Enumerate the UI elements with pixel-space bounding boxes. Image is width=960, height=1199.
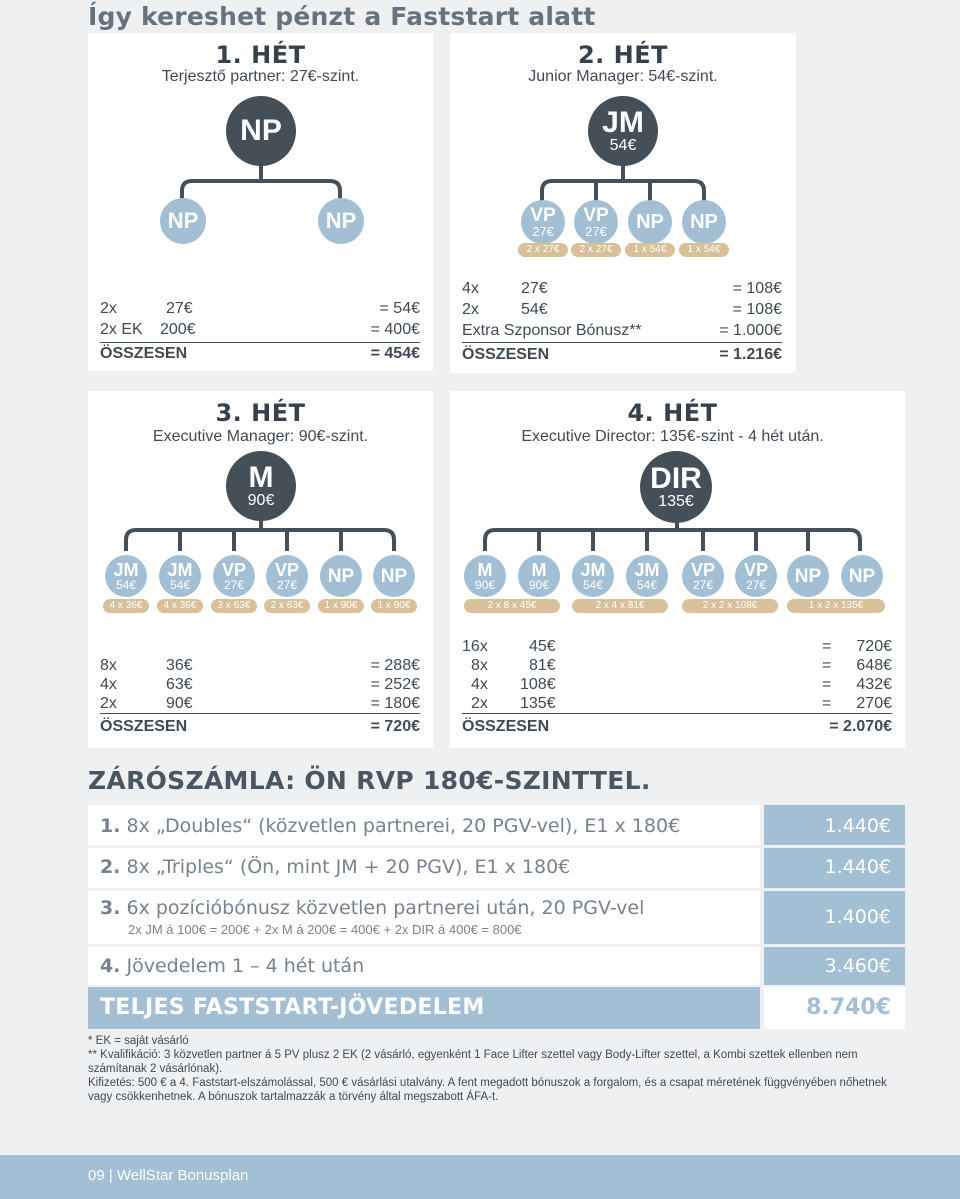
calc-row: 4x 63€ = 252€ (100, 676, 420, 693)
invoice-row-text: Jövedelem 1 – 4 hét után (126, 955, 365, 977)
calc-rule (100, 342, 420, 343)
week-3-title: 3. HÉT (215, 399, 306, 427)
week-4-child-node: JM 54€ (626, 555, 668, 597)
invoice-row-number: 4. (100, 955, 121, 977)
calc-rule (462, 713, 892, 714)
week-4-child-node: JM 54€ (572, 555, 614, 597)
invoice-row-amount: 1.440€ (824, 815, 891, 837)
calc-total-row: ÖSSZESEN = 1.216€ (462, 346, 782, 363)
calc-total-row: ÖSSZESEN = 720€ (100, 718, 420, 735)
week-4-title: 4. HÉT (627, 399, 718, 427)
week-4-subtitle: Executive Director: 135€-szint - 4 hét után. (521, 428, 824, 445)
week-4-child-node: VP 27€ (735, 555, 777, 597)
week-4-child-node: NP (841, 555, 883, 597)
week-2-calculation (462, 279, 782, 369)
week-2-badge: 2 x 27€ (518, 243, 568, 257)
week-4-top-node: DIR 135€ (640, 451, 712, 523)
week-2-top-node: JM 54€ (588, 96, 658, 166)
invoice-row (88, 891, 905, 944)
week-4-badge: 2 x 4 x 81€ (572, 599, 668, 613)
page-title: Így kereshet pénzt a Faststart alatt (88, 2, 596, 31)
week-2-badge: 1 x 54€ (679, 243, 729, 257)
calc-row: 2x 27€ = 54€ (100, 300, 420, 317)
week-3-calculation (100, 656, 420, 746)
calc-row: 2x 135€ = 270€ (471, 695, 892, 712)
footer-text: 09 | WellStar Bonusplan (88, 1167, 249, 1184)
week-2-child-node: NP (682, 200, 726, 244)
week-2-subtitle: Junior Manager: 54€-szint. (528, 68, 718, 85)
week-3-badge: 1 x 90€ (371, 599, 417, 613)
invoice-row-amount: 1.400€ (824, 906, 891, 928)
invoice-row (88, 947, 905, 985)
week-1-child-node: NP (160, 198, 206, 244)
invoice-total-label: TELJES FASTSTART-JÖVEDELEM (100, 995, 485, 1020)
week-4-child-node: M 90€ (464, 555, 506, 597)
invoice-row-number: 2. (100, 856, 121, 878)
week-3-badge: 4 x 36€ (103, 599, 149, 613)
calc-row: 2x 54€ = 108€ (462, 301, 782, 318)
week-2-badge: 2 x 27€ (571, 243, 621, 257)
calc-total-row: ÖSSZESEN = 454€ (100, 345, 420, 362)
week-4-child-node: VP 27€ (682, 555, 724, 597)
page-footer (0, 1155, 960, 1199)
week-1-subtitle: Terjesztő partner: 27€-szint. (161, 68, 360, 85)
week-1-child-node: NP (318, 198, 364, 244)
week-4-calculation (462, 637, 892, 742)
week-2-badge: 1 x 54€ (625, 243, 675, 257)
week-3-badge: 4 x 36€ (157, 599, 203, 613)
week-3-child-node: JM 54€ (105, 555, 147, 597)
week-2-title: 2. HÉT (577, 41, 669, 69)
invoice-row-text: 8x „Doubles“ (közvetlen partnerei, 20 PGV-vel), E1 x 180€ (126, 815, 681, 837)
week-1-title: 1. HÉT (215, 41, 306, 69)
invoice-row-text: 8x „Triples“ (Ön, mint JM + 20 PGV), E1 x 180€ (126, 856, 571, 878)
invoice-total-row (88, 987, 905, 1029)
footnote: Kifizetés: 500 € a 4. Faststart-elszámolással, 500 € vásárlási utalvány. A fent megadott bónuszok a forgalom, és a csapat méretének függvényében nőhetnek vagy csökkenhetnek. A bónuszok tartalmazzák a törvény által megszabott ÁFA-t. (88, 1077, 887, 1103)
week-3-child-node: VP 27€ (213, 555, 255, 597)
calc-total-row: ÖSSZESEN = 2.070€ (462, 718, 892, 735)
week-1-panel (88, 33, 433, 371)
week-3-child-node: NP (373, 555, 415, 597)
calc-row: 2x EK 200€ = 400€ (100, 321, 420, 338)
week-4-badge: 2 x 2 x 108€ (682, 599, 778, 613)
calc-row: Extra Szponsor Bónusz** = 1.000€ (462, 322, 782, 339)
invoice-total-amount: 8.740€ (806, 995, 891, 1020)
week-3-subtitle: Executive Manager: 90€-szint. (152, 428, 369, 445)
calc-row: 8x 81€ = 648€ (471, 657, 892, 674)
calc-row: 16x 45€ = 720€ (462, 638, 892, 655)
invoice-row-amount: 3.460€ (824, 955, 891, 977)
calc-row: 4x 108€ = 432€ (471, 676, 892, 693)
week-3-child-node: NP (320, 555, 362, 597)
week-3-top-node: M 90€ (226, 451, 296, 521)
calc-rule (100, 713, 420, 714)
week-3-badge: 1 x 90€ (318, 599, 364, 613)
week-4-badge: 2 x 8 x 45€ (464, 599, 560, 613)
footnote: ** Kvalifikáció: 3 közvetlen partner á 5 PV plusz 2 EK (2 vásárló, egyenként 1 Face Lifter szettel vagy Body-Lifter szettel, a Kombi szettek ellenben nem számítanak 2 vásárlónak). (88, 1049, 858, 1075)
invoice-row-amount: 1.440€ (824, 856, 891, 878)
week-4-child-node: M 90€ (518, 555, 560, 597)
invoice-row-detail: 2x JM á 100€ = 200€ + 2x M á 200€ = 400€ + 2x DIR á 400€ = 800€ (128, 922, 522, 937)
footnotes (88, 1034, 908, 1104)
week-2-panel (450, 33, 796, 373)
invoice-heading: ZÁRÓSZÁMLA: ÖN RVP 180€-SZINTTEL. (88, 766, 651, 795)
calc-row: 4x 27€ = 108€ (462, 280, 782, 297)
week-2-child-node: VP 27€ (521, 200, 565, 244)
week-3-badge: 2 x 63€ (211, 599, 257, 613)
calc-row: 8x 36€ = 288€ (100, 657, 420, 674)
week-3-panel (88, 391, 433, 748)
invoice-row-text: 6x pozícióbónusz közvetlen partnerei után, 20 PGV-vel (126, 897, 645, 919)
week-3-child-node: VP 27€ (266, 555, 308, 597)
week-4-child-node: NP (787, 555, 829, 597)
footnote: * EK = saját vásárló (88, 1035, 189, 1047)
week-4-panel (450, 391, 905, 748)
week-3-badge: 2 x 63€ (264, 599, 310, 613)
week-2-child-node: VP 27€ (574, 200, 618, 244)
calc-rule (462, 342, 782, 343)
invoice-row (88, 848, 905, 888)
calc-row: 2x 90€ = 180€ (100, 695, 420, 712)
week-4-badge: 1 x 2 x 135€ (787, 599, 885, 613)
invoice-row (88, 805, 905, 845)
week-3-child-node: JM 54€ (159, 555, 201, 597)
invoice-row-number: 1. (100, 815, 121, 837)
invoice-row-number: 3. (100, 897, 121, 919)
week-1-calculation (100, 299, 420, 369)
week-1-top-node: NP (226, 96, 296, 166)
week-2-child-node: NP (628, 200, 672, 244)
